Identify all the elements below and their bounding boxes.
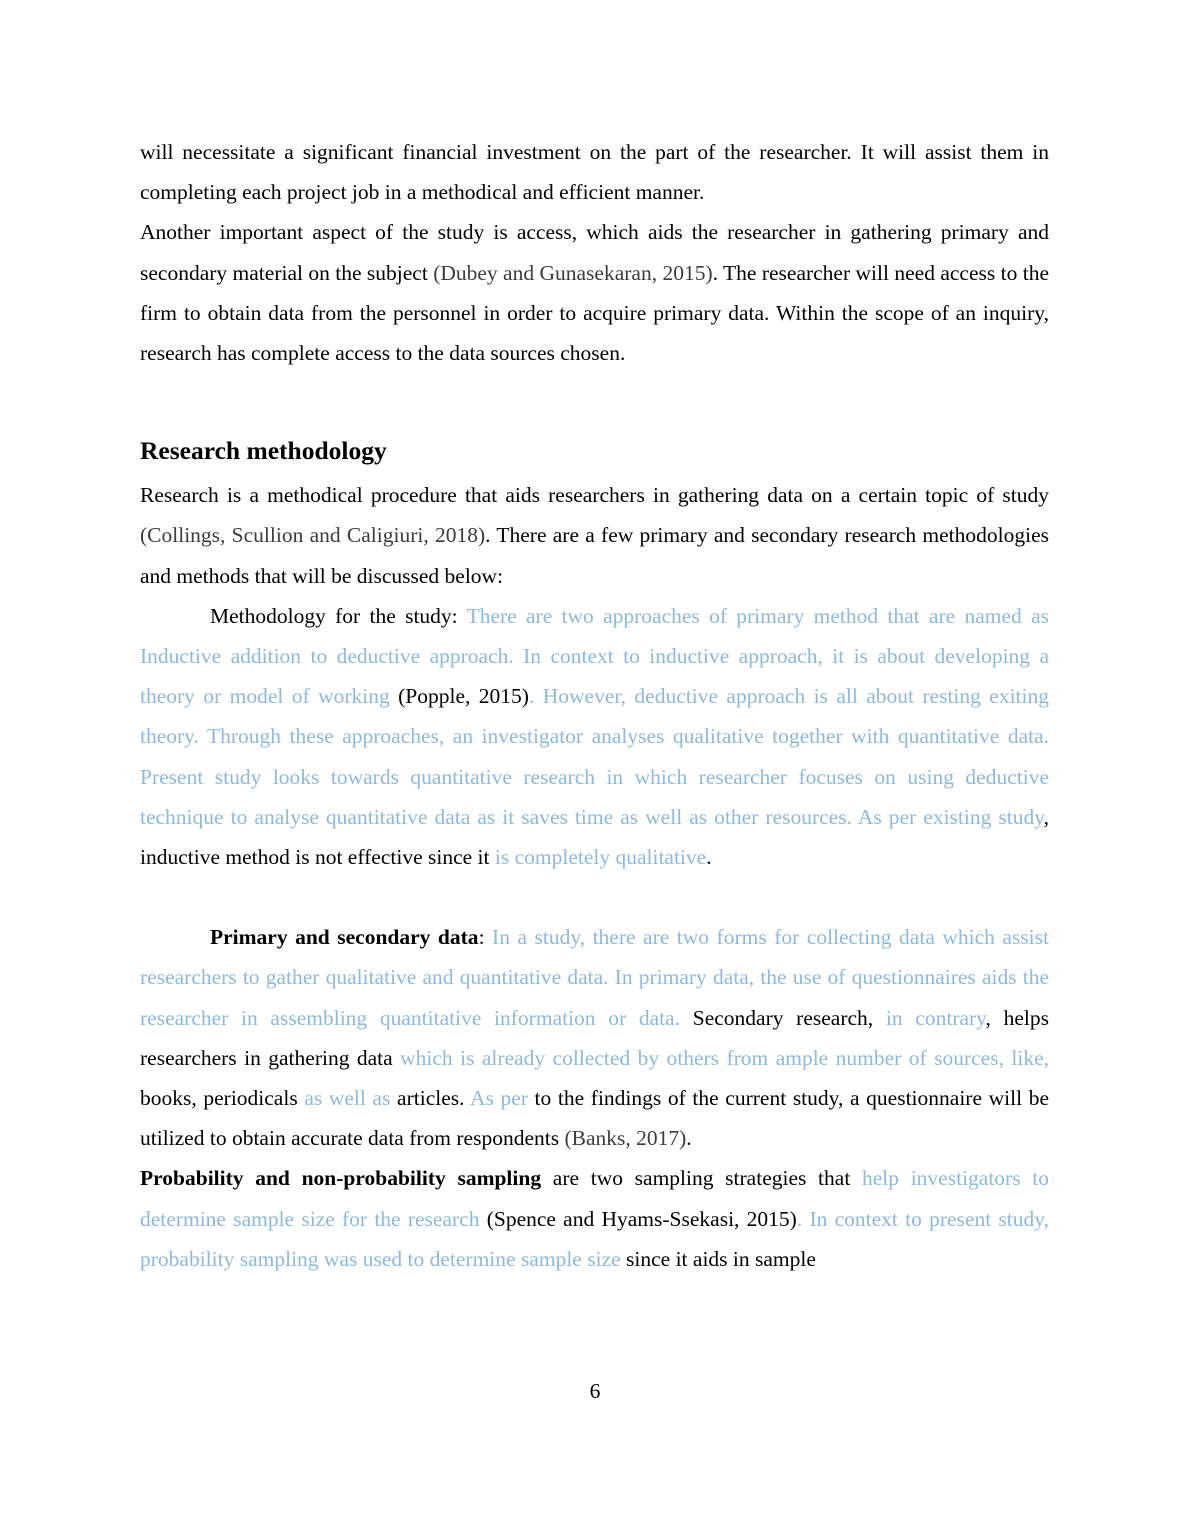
paragraph-text: . (706, 845, 712, 870)
highlighted-text: help investigators to determine sample size for the research (140, 1166, 1049, 1231)
paragraph-text: Secondary research, (680, 1005, 886, 1030)
paragraph-financial-investment (140, 132, 1049, 212)
paragraph-sampling (140, 1158, 1049, 1279)
spacer (140, 877, 1049, 917)
highlighted-text: . However, deductive approach is all about resting exiting theory. Through these approaches, an investigator analyses qualitative together with quantitative data. Present study looks towards quantitative research in which researcher focuses on using deductive technique to analyse quantitative data as it saves time as well as other resources. As per existing study (140, 684, 1049, 829)
paragraph-text: . The researcher will need access to the firm to obtain data from the personnel in order to acquire primary data. Within the scope of an inquiry, research has complete access to the data sources chosen. (140, 260, 1049, 366)
paragraph-text: articles. (390, 1086, 470, 1111)
paragraph-text: Methodology for the study: (210, 603, 467, 628)
paragraph-text: are two sampling strategies that (541, 1166, 862, 1191)
paragraph-primary-secondary-data (140, 917, 1049, 1158)
paragraph-text: , helps researchers in gathering data (140, 1005, 1049, 1070)
paragraph-text: will necessitate a significant financial investment on the part of the researcher. It will assist them in completing each project job in a methodical and efficient manner. (140, 140, 1049, 205)
citation: (Collings, Scullion and Caligiuri, 2018) (140, 523, 486, 548)
citation: (Dubey and Gunasekaran, 2015) (433, 260, 713, 285)
paragraph-text: books, periodicals (140, 1086, 305, 1111)
highlighted-text: As per (469, 1086, 528, 1111)
paragraph-text: Another important aspect of the study is access, which aids the researcher in gathering primary and secondary material on the subject (140, 220, 1049, 285)
citation: (Banks, 2017) (564, 1126, 687, 1151)
paragraph-text: to the findings of the current study, a questionnaire will be utilized to obtain accurate data from respondents (140, 1086, 1049, 1151)
highlighted-text: In a study, there are two forms for collecting data which assist researchers to gather qualitative and quantitative data. In primary data, the use of questionnaires aids the researcher in assembling quantitative information or data. (140, 925, 1049, 1030)
highlighted-text: . In context to present study, probability sampling was used to determine sample size (140, 1206, 1049, 1271)
spacer (140, 373, 1049, 435)
paragraph-text: : (478, 925, 493, 950)
paragraph-research-intro (140, 475, 1049, 596)
highlighted-text: There are two approaches of primary method that are named as Inductive addition to deductive approach. In context to inductive approach, it is about developing a theory or model of working (140, 603, 1050, 709)
paragraph-text: Research is a methodical procedure that aids researchers in gathering data on a certain topic of study (140, 483, 1049, 508)
paragraph-text: . (686, 1126, 692, 1151)
paragraph-methodology (140, 596, 1049, 877)
paragraph-text: since it aids in sample (620, 1246, 816, 1271)
bold-term: Probability and non-probability sampling (140, 1166, 542, 1191)
citation: (Popple, 2015) (389, 684, 529, 709)
paragraph-text: , inductive method is not effective since it (140, 804, 1049, 870)
paragraph-access (140, 212, 1049, 373)
highlighted-text: as well as (304, 1086, 391, 1111)
highlighted-text: which is already collected by others from ample number of sources, like, (400, 1045, 1049, 1070)
paragraph-text: . There are a few primary and secondary research methodologies and methods that will be discussed below: (140, 523, 1049, 588)
citation: (Spence and Hyams-Ssekasi, 2015) (479, 1206, 797, 1231)
highlighted-text: is completely qualitative (494, 845, 707, 870)
highlighted-text: in contrary (885, 1005, 986, 1030)
spacer (140, 467, 1049, 475)
document-page (140, 132, 1049, 1279)
bold-term: Primary and secondary data (210, 925, 479, 950)
section-heading: Research methodology (140, 436, 387, 466)
page-number: 6 (589, 1379, 601, 1403)
